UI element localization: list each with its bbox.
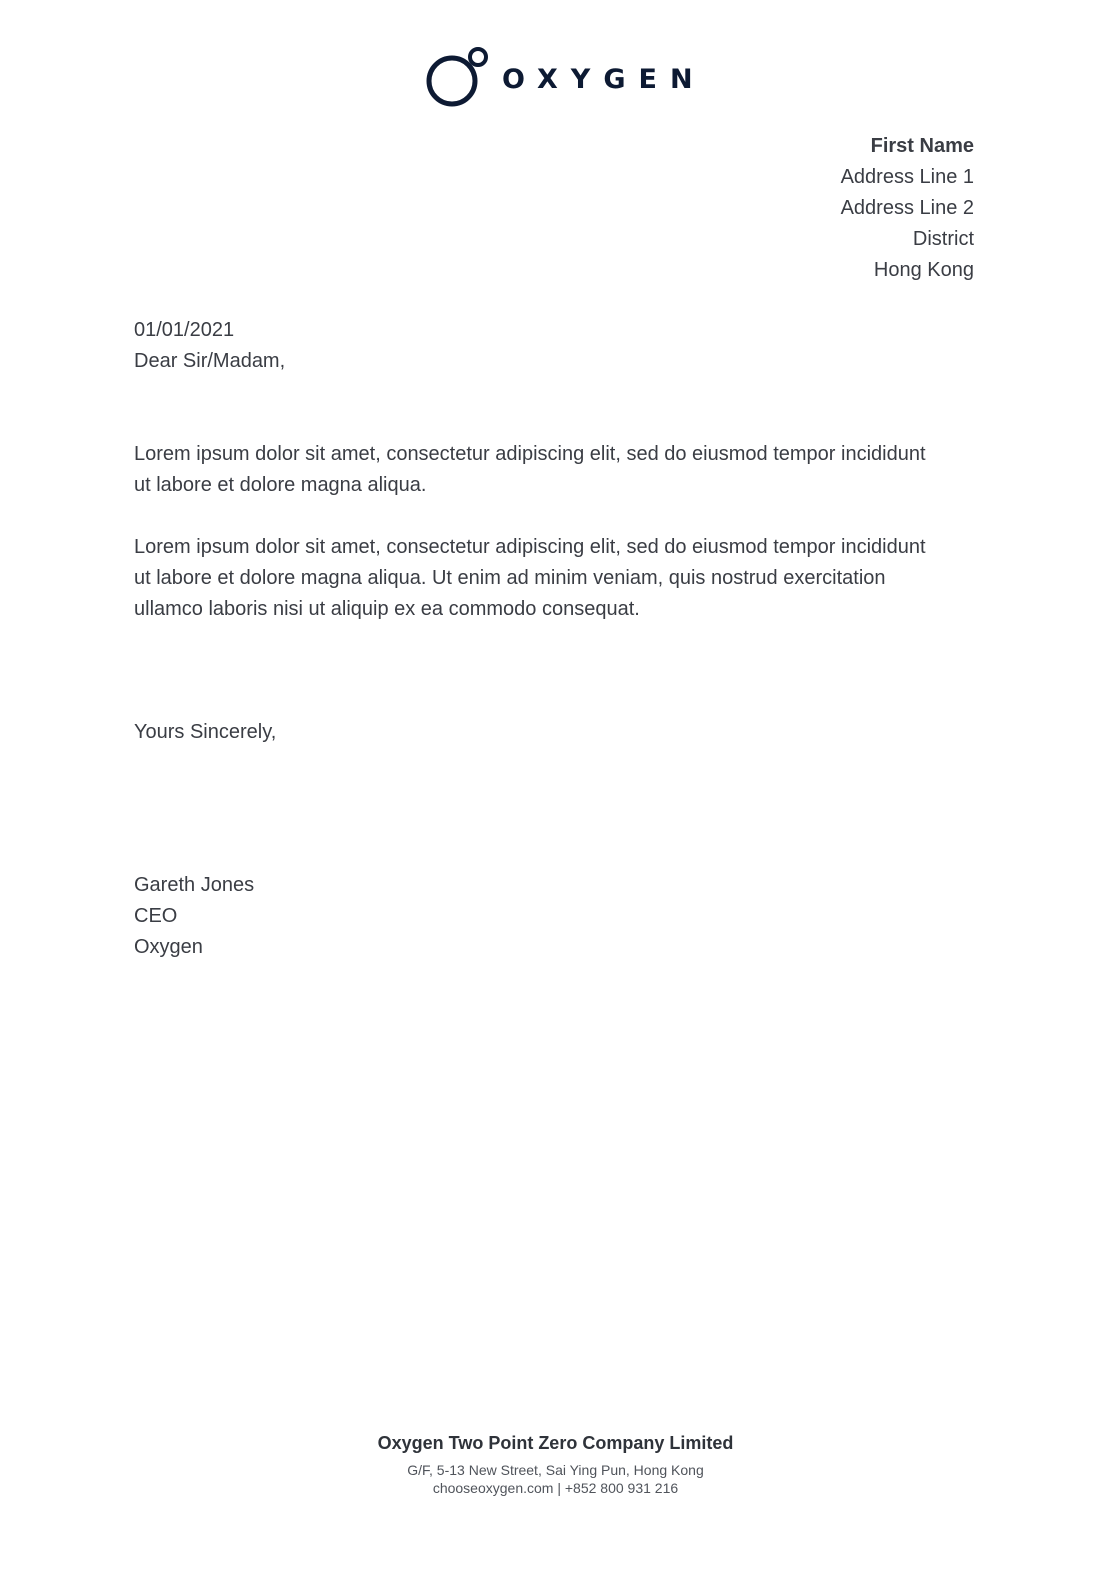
brand-wordmark: OXYGEN	[502, 64, 706, 95]
oxygen-bubble-icon	[426, 44, 488, 110]
recipient-name: First Name	[870, 135, 974, 157]
letter-date: 01/01/2021	[134, 319, 235, 341]
recipient-district: District	[912, 228, 974, 250]
paragraph-line: Lorem ipsum dolor sit amet, consectetur adipiscing elit, sed do eiusmod tempor incididunt	[134, 536, 926, 558]
footer-company-name: Oxygen Two Point Zero Company Limited	[377, 1433, 734, 1453]
letter-body	[134, 315, 994, 963]
paragraph-line: Lorem ipsum dolor sit amet, consectetur adipiscing elit, sed do eiusmod tempor incididunt	[134, 443, 926, 465]
paragraph-2	[134, 532, 994, 625]
paragraph-line: ut labore et dolore magna aliqua. Ut enim ad minim veniam, quis nostrud exercitation	[134, 567, 886, 589]
recipient-region: Hong Kong	[873, 259, 974, 281]
brand-logo	[426, 44, 706, 110]
letter-closing: Yours Sincerely,	[134, 721, 277, 743]
signature-block	[134, 870, 994, 963]
paragraph-line: ut labore et dolore magna aliqua.	[134, 474, 427, 496]
signer-name: Gareth Jones	[134, 874, 255, 896]
recipient-address-line-2: Address Line 2	[840, 197, 974, 219]
recipient-address-block	[841, 131, 974, 286]
signer-title: CEO	[134, 905, 178, 927]
footer-contact: chooseoxygen.com | +852 800 931 216	[432, 1480, 679, 1496]
recipient-address-line-1: Address Line 1	[840, 166, 974, 188]
letter-greeting: Dear Sir/Madam,	[134, 350, 286, 372]
letterhead-footer	[0, 1430, 1111, 1497]
paragraph-line: ullamco laboris nisi ut aliquip ex ea commodo consequat.	[134, 598, 640, 620]
footer-address: G/F, 5-13 New Street, Sai Ying Pun, Hong Kong	[407, 1462, 704, 1478]
paragraph-1	[134, 439, 994, 501]
signer-company: Oxygen	[134, 936, 203, 958]
